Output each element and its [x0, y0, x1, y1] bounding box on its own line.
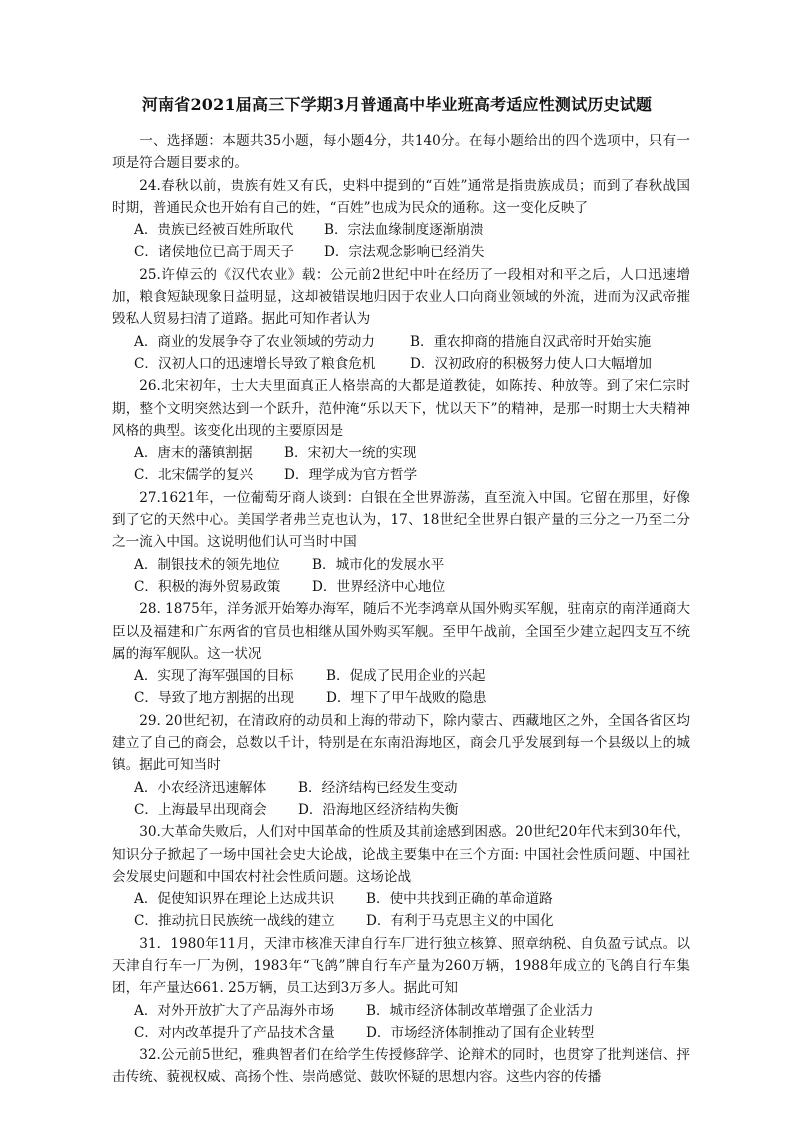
question-24-option-c: C．诸侯地位已高于周天子	[134, 244, 294, 261]
question-28-options-row-2	[112, 687, 690, 709]
question-26-option-a: A．唐末的藩镇割据	[134, 445, 253, 462]
question-31-option-b: B．城市经济体制改革增强了企业活力	[366, 1002, 594, 1019]
question-25-option-d: D．汉初政府的积极努力使人口大幅增加	[410, 355, 652, 372]
question-31-option-d: D．市场经济体制推动了国有企业转型	[366, 1024, 595, 1041]
question-28-option-a: A．实现了海军强国的目标	[134, 668, 294, 685]
question-24-options-row-1	[112, 219, 690, 241]
section-instructions: 一、选择题：本题共35小题，每小题4分，共140分。在每小题给出的四个选项中，只有一项是符合题目要求的。	[112, 133, 690, 172]
question-31-stem: 31．1980年11月，天津市核准天津自行车厂进行独立核算、照章纳税、自负盈亏试点。以天津自行车一厂为例，1983年“飞鸽”牌自行车产量为260万辆，1988年成立的飞鸽自行车集团，年产量达661. 25万辆，员工达到3万多人。据此可知	[112, 935, 690, 997]
question-30-stem: 30.大革命失败后，人们对中国革命的性质及其前途感到困惑。20世纪20年代末到30年代，知识分子掀起了一场中国社会史大论战，论战主要集中在三个方面: 中国社会性质问题、中国社会发展史问题和中国农村社会性质问题。这场论战	[112, 824, 690, 885]
question-25-options-row-2	[112, 353, 690, 375]
question-29-option-b: B．经济结构已经发生变动	[298, 779, 458, 796]
question-30-option-b: B．使中共找到正确的革命道路	[366, 891, 553, 908]
question-29-option-d: D．沿海地区经济结构失衡	[298, 801, 459, 818]
question-29-stem: 29. 20世纪初，在清政府的动员和上海的带动下，除内蒙古、西藏地区之外，全国各省区均建立了自己的商会，总数以千计，特别是在东南沿海地区，商会几乎发展到每一个县级以上的城镇。据此可知当时	[112, 712, 690, 774]
question-28-option-c: C．导致了地方割据的出现	[134, 690, 294, 707]
question-24-options-row-2	[112, 241, 690, 263]
question-28-options-row-1	[112, 665, 690, 687]
question-27-option-a: A．制银技术的领先地位	[134, 556, 280, 573]
question-26-stem: 26.北宋初年，士大夫里面真正人格崇高的大都是道教徒，如陈抟、种放等。到了宋仁宗时期，整个文明突然达到一个跃升，范仲淹“乐以天下，忧以天下”的精神，是那一时期士大夫精神风格的典型。该变化出现的主要原因是	[112, 378, 690, 439]
question-27-options-row-2	[112, 576, 690, 598]
question-31-options-row-1	[112, 1000, 690, 1022]
question-28-option-d: D．埋下了甲午战败的隐患	[326, 690, 487, 707]
page-title: 河南省2021届高三下学期3月普通高中毕业班高考适应性测试历史试题	[141, 95, 653, 114]
question-25-options-row-1	[112, 331, 690, 353]
question-31-option-c: C．对内改革提升了产品技术含量	[134, 1024, 335, 1041]
question-27-option-d: D．世界经济中心地位	[312, 578, 446, 595]
question-29-option-c: C．上海最早出现商会	[134, 801, 267, 818]
question-24-stem: 24.春秋以前，贵族有姓又有氏，史料中提到的“百姓”通常是指贵族成员；而到了春秋战国时期，普通民众也开始有自己的姓，“百姓”也成为民众的通称。这一变化反映了	[112, 177, 690, 216]
question-29-options-row-2	[112, 799, 690, 821]
question-32-stem: 32.公元前5世纪，雅典智者们在给学生传授修辞学、论辩术的同时，也贯穿了批判迷信、抨击传统、藐视权威、高扬个性、崇尚感觉、鼓吹怀疑的思想内容。这些内容的传播	[112, 1047, 690, 1086]
question-26-options-row-1	[112, 442, 690, 464]
question-25-stem: 25.许倬云的《汉代农业》载：公元前2世纪中叶在经历了一段相对和平之后，人口迅速增加，粮食短缺现象日益明显，这却被错误地归因于农业人口向商业领域的外流，进而为汉武帝摧毁私人贸易扫清了道路。据此可知作者认为	[112, 266, 690, 328]
question-28-stem: 28. 1875年，洋务派开始筹办海军，随后不光李鸿章从国外购买军舰，驻南京的南洋通商大臣以及福建和广东两省的官员也相继从国外购买军舰。至甲午战前，全国至少建立起四支互不统属的海军舰队。这一状况	[112, 601, 690, 662]
question-27-option-b: B．城市化的发展水平	[312, 556, 445, 573]
question-29-option-a: A．小农经济迅速解体	[134, 779, 267, 796]
question-24-option-d: D．宗法观念影响已经消失	[324, 244, 485, 261]
question-30-options-row-1	[112, 888, 690, 910]
question-30-option-a: A．促使知识界在理论上达成共识	[134, 891, 335, 908]
question-29-options-row-1	[112, 777, 690, 799]
question-24-option-a: A．贵族已经被百姓所取代	[134, 222, 294, 239]
question-27-option-c: C．积极的海外贸易政策	[134, 578, 281, 595]
question-31-option-a: A．对外开放扩大了产品海外市场	[134, 1002, 335, 1019]
question-31-options-row-2	[112, 1022, 690, 1044]
question-30-options-row-2	[112, 910, 690, 932]
question-30-option-d: D．有利于马克思主义的中国化	[366, 913, 554, 930]
question-25-option-b: B．重农抑商的措施自汉武帝时开始实施	[410, 333, 652, 350]
question-25-option-a: A．商业的发展争夺了农业领域的劳动力	[134, 333, 375, 350]
question-28-option-b: B．促成了民用企业的兴起	[326, 668, 486, 685]
document-body	[112, 130, 690, 1089]
question-26-option-c: C．北宋儒学的复兴	[134, 467, 254, 484]
question-24-option-b: B．宗法血缘制度逐渐崩溃	[324, 222, 484, 239]
question-27-stem: 27.1621年，一位葡萄牙商人谈到：白银在全世界游荡，直至流入中国。它留在那里，好像到了它的天然中心。美国学者弗兰克也认为，17、18世纪全世界白银产量的三分之一乃至二分之一流入中国。这说明他们认可当时中国	[112, 489, 690, 551]
question-26-option-b: B．宋初大一统的实现	[284, 445, 417, 462]
question-26-option-d: D．理学成为官方哲学	[284, 467, 418, 484]
question-26-options-row-2	[112, 464, 690, 486]
question-30-option-c: C．推动抗日民族统一战线的建立	[134, 913, 335, 930]
question-27-options-row-1	[112, 554, 690, 576]
question-25-option-c: C．汉初人口的迅速增长导致了粮食危机	[134, 355, 376, 372]
